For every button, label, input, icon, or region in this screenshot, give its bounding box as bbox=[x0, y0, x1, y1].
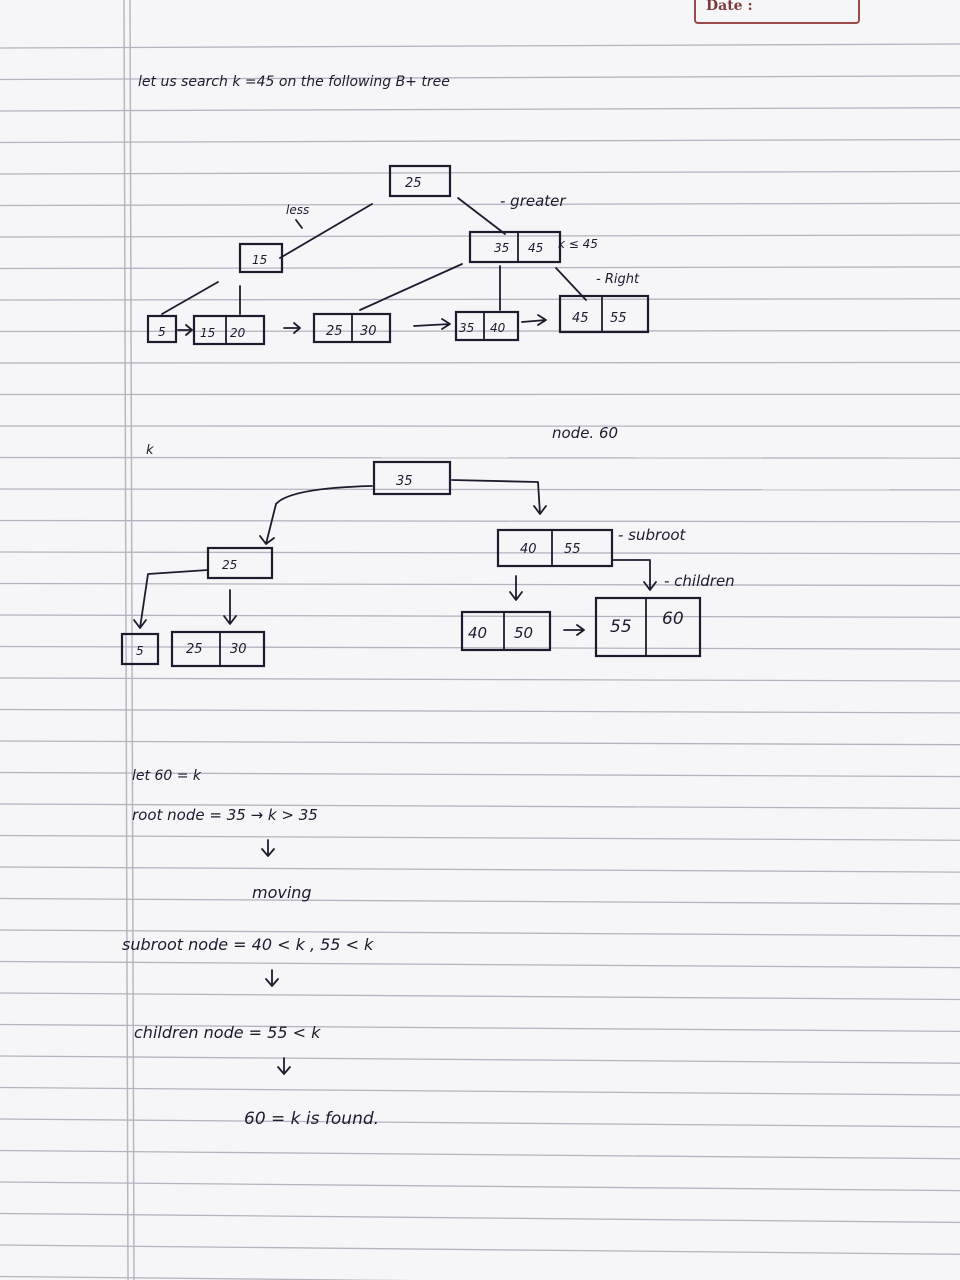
tree2-leaf-key: 50 bbox=[514, 624, 534, 642]
tree1-leaf-arrow bbox=[522, 315, 546, 325]
tree2-root-key: 35 bbox=[396, 474, 413, 489]
step-subroot-node: subroot node = 40 < k , 55 < k bbox=[122, 935, 374, 954]
tree2-leaf-key: 25 bbox=[186, 642, 203, 657]
step-arrow bbox=[278, 1058, 290, 1074]
tree1-label-greater: - greater bbox=[500, 192, 566, 210]
tree1-leaf-arrow bbox=[178, 325, 192, 335]
tree2-subroot-key: 40 bbox=[520, 542, 537, 557]
tree1-label-k-cmp: k ≤ 45 bbox=[558, 237, 598, 251]
tree1-leaf-key: 20 bbox=[230, 326, 246, 340]
step-let-k: let 60 = k bbox=[132, 768, 201, 784]
tree2-edge-left bbox=[260, 486, 372, 544]
tree1-right-key: 35 bbox=[494, 241, 510, 255]
tree2-subroot-key: 55 bbox=[564, 542, 581, 557]
tree1-leaf-key: 30 bbox=[360, 324, 377, 339]
tree2-edge bbox=[612, 560, 656, 590]
tree1-leaf-key: 40 bbox=[490, 321, 506, 335]
tree1-leaf-key: 45 bbox=[572, 311, 589, 326]
tree2-k-label: k bbox=[146, 443, 154, 458]
tree2-left-node bbox=[208, 548, 272, 578]
tree2-node-label: node. 60 bbox=[552, 424, 619, 442]
tree2-leaf-arrow bbox=[564, 625, 584, 635]
tree1-right-key: 45 bbox=[528, 241, 544, 255]
tree1-leaf-arrow bbox=[414, 319, 450, 329]
tree1-edge bbox=[458, 198, 505, 234]
step-arrow bbox=[262, 840, 274, 856]
tree1-left-key: 15 bbox=[252, 253, 268, 267]
tree2-edge bbox=[510, 576, 522, 600]
tree2-edge-right bbox=[452, 480, 546, 514]
tree1-leaf-key: 5 bbox=[158, 325, 166, 339]
tree1-label-less: less bbox=[286, 203, 310, 217]
step-root-node: root node = 35 → k > 35 bbox=[132, 806, 318, 824]
tree1-edge bbox=[296, 220, 302, 228]
tree2-left-key: 25 bbox=[222, 558, 238, 572]
tree1-leaf-key: 25 bbox=[326, 324, 343, 339]
tree2-leaf-key: 55 bbox=[610, 617, 632, 637]
tree2-leaf-key: 40 bbox=[468, 624, 488, 642]
tree2-leaf-key: 5 bbox=[136, 644, 144, 658]
tree2-subroot-label: - subroot bbox=[618, 526, 686, 544]
tree1-right-node bbox=[470, 232, 560, 262]
step-found: 60 = k is found. bbox=[244, 1109, 380, 1129]
tree1-leaf-key: 35 bbox=[459, 321, 475, 335]
tree1-label-right: - Right bbox=[596, 272, 640, 287]
tree2-edge bbox=[224, 590, 236, 624]
tree1-leaf-key: 55 bbox=[610, 311, 627, 326]
tree1-edge bbox=[162, 282, 218, 314]
intro-text: let us search k =45 on the following B+ tree bbox=[138, 74, 450, 90]
step-arrow bbox=[266, 970, 278, 986]
tree1-root-key: 25 bbox=[405, 176, 422, 191]
tree1-leaf-key: 15 bbox=[200, 326, 216, 340]
tree1-edge bbox=[360, 264, 462, 310]
tree2-children-label: - children bbox=[664, 572, 735, 590]
date-label: Date : bbox=[706, 0, 753, 14]
tree1-leaf-arrow bbox=[284, 323, 300, 333]
tree2-leaf-key: 30 bbox=[230, 642, 247, 657]
step-children-node: children node = 55 < k bbox=[134, 1023, 321, 1042]
step-moving: moving bbox=[252, 883, 312, 902]
tree2-edge bbox=[134, 570, 208, 628]
tree2-leaf-key: 60 bbox=[662, 609, 684, 629]
tree2-subroot-node bbox=[498, 530, 612, 566]
